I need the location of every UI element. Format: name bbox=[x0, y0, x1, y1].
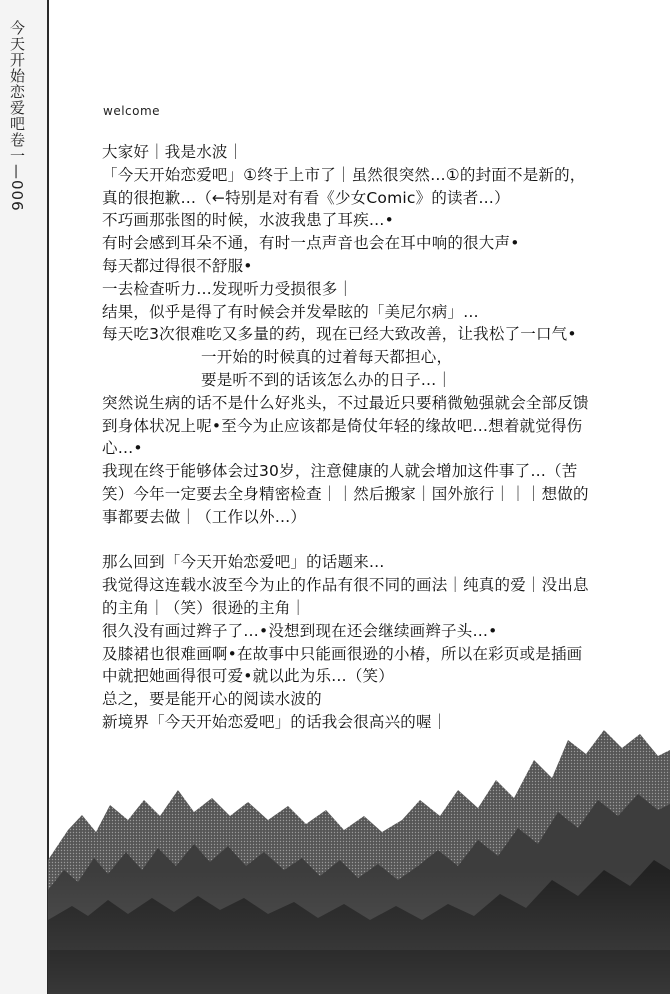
forest-illustration bbox=[48, 720, 670, 994]
text-line: 笑）今年一定要去全身精密检查｜｜然后搬家｜国外旅行｜｜｜想做的 bbox=[102, 484, 589, 503]
text-line: 心…• bbox=[102, 439, 143, 458]
indented-line: 要是听不到的话该怎么办的日子…｜ bbox=[201, 370, 453, 389]
text-line: 很久没有画过辫子了…•没想到现在还会继续画辫子头…• bbox=[102, 621, 498, 640]
page-gutter bbox=[0, 0, 49, 994]
text-line: 突然说生病的话不是什么好兆头，不过最近只要稍微勉强就会全部反馈 bbox=[102, 393, 589, 412]
text-line: 那么回到「今天开始恋爱吧」的话题来… bbox=[102, 553, 385, 572]
text-line: 一去检查听力…发现听力受损很多｜ bbox=[102, 279, 354, 298]
text-line: 每天都过得很不舒服• bbox=[102, 256, 253, 275]
indented-line: 一开始的时候真的过着每天都担心， bbox=[201, 348, 453, 367]
text-line: 及膝裙也很难画啊•在故事中只能画很逊的小椿，所以在彩页或是插画 bbox=[102, 644, 583, 663]
text-line: 不巧画那张图的时候，水波我患了耳疾…• bbox=[102, 211, 394, 230]
text-line: 我现在终于能够体会过30岁，注意健康的人就会增加这件事了…（苦 bbox=[102, 462, 578, 481]
text-line: 「今天开始恋爱吧」①终于上市了｜虽然很突然…①的封面不是新的， bbox=[102, 165, 586, 184]
text-line: 结果，似乎是得了有时候会并发晕眩的「美尼尔病」… bbox=[102, 302, 479, 321]
text-line: 我觉得这连载水波至今为止的作品有很不同的画法｜纯真的爱｜没出息 bbox=[102, 576, 589, 595]
text-line: 的主角｜（笑）很逊的主角｜ bbox=[102, 598, 307, 617]
text-line: 大家好｜我是水波｜ bbox=[102, 143, 244, 161]
paragraph-gap bbox=[102, 529, 632, 552]
volume-page-label: 今天开始恋爱吧卷一—006 bbox=[8, 20, 26, 212]
text-line: 到身体状况上呢•至今为止应该都是倚仗年轻的缘故吧…想着就觉得伤 bbox=[102, 416, 583, 435]
text-line: 有时会感到耳朵不通，有时一点声音也会在耳中响的很大声• bbox=[102, 234, 520, 253]
welcome-heading: welcome bbox=[103, 104, 161, 118]
text-line: 事都要去做｜（工作以外…） bbox=[102, 507, 307, 526]
text-line: 中就把她画得很可爱•就以此为乐…（笑） bbox=[102, 667, 394, 686]
text-line: 每天吃3次很难吃又多量的药，现在已经大致改善，让我松了一口气• bbox=[102, 325, 577, 344]
text-line: 总之，要是能开心的阅读水波的 bbox=[102, 690, 322, 709]
text-line: 真的很抱歉…（←特别是对有看《少女Comic》的读者…） bbox=[102, 188, 510, 207]
letter-body bbox=[102, 141, 632, 734]
